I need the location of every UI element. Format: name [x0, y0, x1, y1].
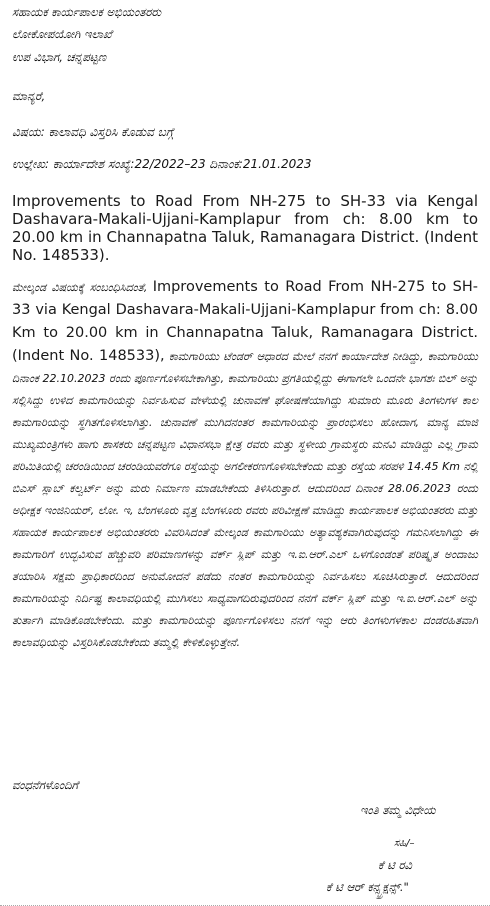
- header-subdivision: ಉಪ ವಿಭಾಗ, ಚನ್ನಪಟ್ಟಣ: [12, 50, 107, 64]
- signatory-company: ಕೆ ಟಿ ಆರ್ ಕನ್ಸ್ಟ್ರಕ್ಷನ್ಸ್.": [326, 880, 409, 894]
- closing-yours: ಇಂತಿ ತಮ್ಮ ವಿಧೇಯ: [360, 803, 436, 817]
- body-work-title: Improvements to Road From NH-275 to SH-33 via Kengal Dashavara-Makali-Ujjani-Kamplapur from ch: 8.00 Km to 20.00 km in Channapatna Taluk, Ramanagara District. (Indent No. 148533),: [12, 279, 478, 364]
- closing-thanks: ವಂಧನೆಗಳೊಂದಿಗೆ: [12, 778, 79, 792]
- reference-line: ಉಲ್ಲೇಖ: ಕಾರ್ಯಾದೇಶ ಸಂಖ್ಯೆ:22/2022–23 ದಿನಾಂಕ:21.01.2023: [12, 157, 312, 171]
- header-department: ಲೋಕೋಪಯೋಗಿ ಇಲಾಖೆ: [12, 27, 112, 41]
- body-paragraph: [12, 276, 478, 654]
- body-intro: ಮೇಲ್ಕಂಡ ವಿಷಯಕ್ಕೆ ಸಂಬಂಧಿಸಿದಂತೆ,: [12, 281, 153, 294]
- work-title: Improvements to Road From NH-275 to SH-33 via Kengal Dashavara-Makali-Ujjani-Kamplapur from ch: 8.00 km to 20.00 km in Channapatna Taluk, Ramanagara District. (Indent No. 148533).: [12, 192, 478, 264]
- header-designation: ಸಹಾಯಕ ಕಾರ್ಯಪಾಲಕ ಅಭಿಯಂತರರು: [12, 5, 162, 19]
- signatory-name: ಕೆ ಟಿ ರವಿ: [378, 858, 412, 872]
- salutation: ಮಾನ್ಯರೆ,: [12, 89, 46, 103]
- signature-mark: ಸಹಿ/–: [394, 838, 415, 849]
- subject-line: ವಿಷಯ: ಕಾಲಾವಧಿ ವಿಸ್ತರಿಸಿ ಕೊಡುವ ಬಗ್ಗೆ: [12, 125, 174, 139]
- body-text: ಕಾಮಗಾರಿಯು ಟೆಂಡರ್ ಆಧಾರದ ಮೇಲೆ ನನಗೆ ಕಾರ್ಯಾದೇಶ ನೀಡಿದ್ದು, ಕಾಮಗಾರಿಯು ದಿನಾಂಕ 22.10.2023 ರಂದು ಪೂರ್ಣಗೊಳಿಸಬೇಕಾಗಿತ್ತು, ಕಾಮಗಾರಿಯು ಪ್ರಗತಿಯಲ್ಲಿದ್ದು ಈಗಾಗಲೇ ಒಂದನೇ ಭಾಗಶಃ ಬಿಲ್ ಅನ್ನು ಸಲ್ಲಿಸಿದ್ದು ಉಳಿದ ಕಾಮಗಾರಿಯನ್ನು ನಿರ್ವಹಿಸುವ ವೇಳೆಯಲ್ಲಿ ಚುನಾವಣೆ ಘೋಷಣೆಯಾಗಿದ್ದು ಸುಮಾರು ಮೂರು ತಿಂಗಳುಗಳ ಕಾಲ ಕಾಮಗಾರಿಯನ್ನು ಸ್ಥಗಿತಗೊಳಿಸಲಾಗಿತ್ತು. ಚುನಾವಣೆ ಮುಗಿದನಂತರ ಕಾಮಗಾರಿಯನ್ನು ಪ್ರಾರಂಭಿಸಲು ಹೋದಾಗ, ಮಾನ್ಯ ಮಾಜಿ ಮುಖ್ಯಮಂತ್ರಿಗಳು ಹಾಗು ಶಾಸಕರು ಚನ್ನಪಟ್ಟಣ ವಿಧಾನಸಭಾ ಕ್ಷೇತ್ರ ರವರು ಮತ್ತು ಸ್ಥಳೀಯ ಗ್ರಾಮಸ್ಥರು ಮನವಿ ಮಾಡಿದ್ದು ಎಲ್ಲ ಗ್ರಾಮ ಪರಿಮಿತಿಯಲ್ಲಿ ಚರಂಡಿಯಿಂದ ಚರಂಡಿಯವರೆಗೂ ರಸ್ತೆಯನ್ನು ಅಗಲೀಕರಣಗೊಳಿಸಬೇಕೆಂದು ಮತ್ತು ರಸ್ತೆಯ ಸರಪಳಿ 14.45 Km ನಲ್ಲಿ ಬಿಎಸ್ ಸ್ಲಾಬ್ ಕಲ್ವರ್ಟ್ ಅನ್ನು ಮರು ನಿರ್ಮಾಣ ಮಾಡಬೇಕೆಂದು ತಿಳಿಸಿರುತ್ತಾರೆ. ಆದುದರಿಂದ ದಿನಾಂಕ 28.06.2023 ರಂದು ಅಧೀಕ್ಷಕ ಇಂಜಿನಿಯರ್, ಲೋ. ಇ, ಬೆಂಗಳೂರು ವೃತ್ತ ಬೆಂಗಳೂರು ರವರು ಪರಿವೀಕ್ಷಣೆ ಮಾಡಿದ್ದು ಕಾರ್ಯಪಾಲಕ ಅಭಿಯಂತರರು ಮತ್ತು ಸಹಾಯಕ ಕಾರ್ಯಪಾಲಕ ಅಭಿಯಂತರರು ವಿವರಿಸಿದಂತೆ ಮೇಲ್ಕಂಡ ಕಾಮಗಾರಿಯು ಅತ್ಯಾವಶ್ಯಕವಾಗಿರುವುದನ್ನು ಗಮನಿಸಲಾಗಿದ್ದು ಈ ಕಾಮಗಾರಿಗೆ ಉದ್ಭವಿಸುವ ಹೆಚ್ಚುವರಿ ಪರಿಮಾಣಗಳನ್ನು ವರ್ಕ್ ಸ್ಲಿಪ್ ಮತ್ತು ಇ.ಐ.ಆರ್.ಎಲ್ ಒಳಗೊಂಡಂತೆ ಪರಿಷ್ಕೃತ ಅಂದಾಜು ತಯಾರಿಸಿ ಸಕ್ಷಮ ಪ್ರಾಧಿಕಾರದಿಂದ ಅನುಮೋದನೆ ಪಡೆದು ನಂತರ ಕಾಮಗಾರಿಯನ್ನು ನಿರ್ವಹಿಸಲು ಸೂಚಿಸಿರುತ್ತಾರೆ. ಆದುದರಿಂದ ಕಾಮಗಾರಿಯನ್ನು ನಿರ್ದಿಷ್ಟ ಕಾಲಾವಧಿಯಲ್ಲಿ ಮುಗಿಸಲು ಸಾಧ್ಯವಾಗದಿರುವುದರಿಂದ ನನಗೆ ವರ್ಕ್ ಸ್ಲಿಪ್ ಮತ್ತು ಇ.ಐ.ಆರ್.ಎಲ್ ಅನ್ನು ತುರ್ತಾಗಿ ಮಾಡಿಕೊಡಬೇಕೆಂದು. ಮತ್ತು ಕಾಮಗಾರಿಯನ್ನು ಪೂರ್ಣಗೊಳಿಸಲು ನನಗೆ ಇನ್ನು ಆರು ತಿಂಗಳುಗಳಕಾಲ ದಂಡರಹಿತವಾಗಿ ಕಾಲಾವಧಿಯನ್ನು ವಿಸ್ತರಿಸಿಕೊಡಬೇಕೆಂದು ತಮ್ಮಲ್ಲಿ ಕೇಳಿಕೊಳ್ಳುತ್ತೇನೆ.: [12, 350, 478, 649]
